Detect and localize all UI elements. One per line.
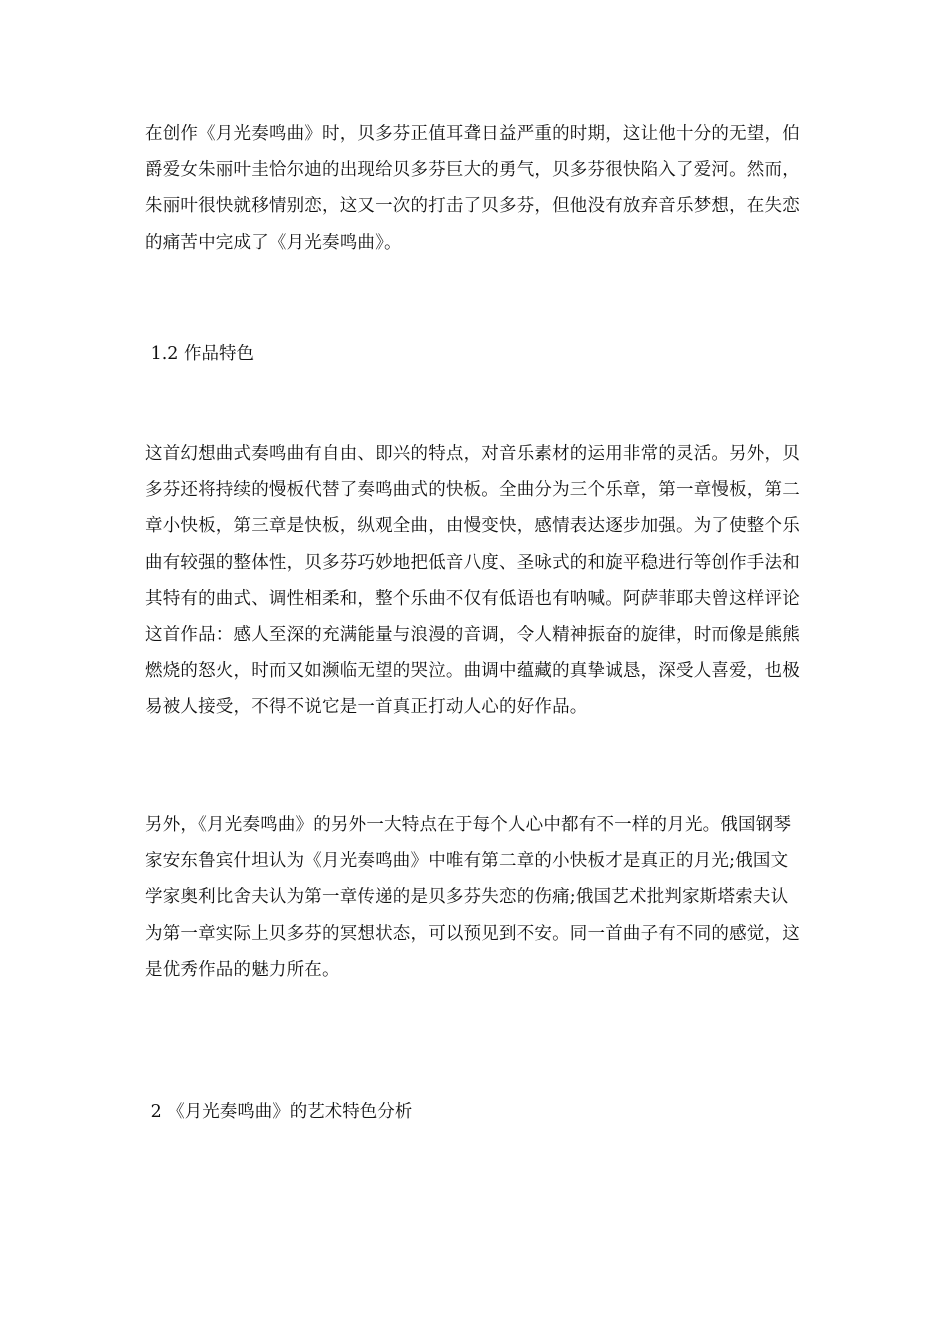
paragraph-creation-background: 在创作《月光奏鸣曲》时，贝多芬正值耳聋日益严重的时期，这让他十分的无望，伯爵爱女朱丽叶圭恰尔迪的出现给贝多芬巨大的勇气，贝多芬很快陷入了爱河。然而，朱丽叶很快就移情别恋，这又一次的打击了贝多芬，但他没有放弃音乐梦想，在失恋的痛苦中完成了《月光奏鸣曲》。 xyxy=(145,124,800,253)
paragraph-different-moonlight: 另外，《月光奏鸣曲》的另外一大特点在于每个人心中都有不一样的月光。俄国钢琴家安东鲁宾什坦认为《月光奏鸣曲》中唯有第二章的小快板才是真正的月光;俄国文学家奥利比舍夫认为第一章传递的是贝多芬失恋的伤痛;俄国艺术批判家斯塔索夫认为第一章实际上贝多芬的冥想状态，可以预见到不安。同一首曲子有不同的感觉，这是优秀作品的魅力所在。 xyxy=(145,815,800,980)
paragraph-work-features: 这首幻想曲式奏鸣曲有自由、即兴的特点，对音乐素材的运用非常的灵活。另外，贝多芬还将持续的慢板代替了奏鸣曲式的快板。全曲分为三个乐章，第一章慢板，第二章小快板，第三章是快板，纵观全曲，由慢变快，感情表达逐步加强。为了使整个乐曲有较强的整体性，贝多芬巧妙地把低音八度、圣咏式的和旋平稳进行等创作手法和其特有的曲式、调性相柔和，整个乐曲不仅有低语也有呐喊。阿萨菲耶夫曾这样评论这首作品：感人至深的充满能量与浪漫的音调，令人精神振奋的旋律，时而像是熊熊燃烧的怒火，时而又如濒临无望的哭泣。曲调中蕴藏的真挚诚恳，深受人喜爱，也极易被人接受，不得不说它是一首真正打动人心的好作品。 xyxy=(145,444,800,718)
section-heading-artistic-analysis: 2 《月光奏鸣曲》的艺术特色分析 xyxy=(145,1102,413,1122)
section-heading-work-features: 1.2 作品特色 xyxy=(145,344,254,364)
